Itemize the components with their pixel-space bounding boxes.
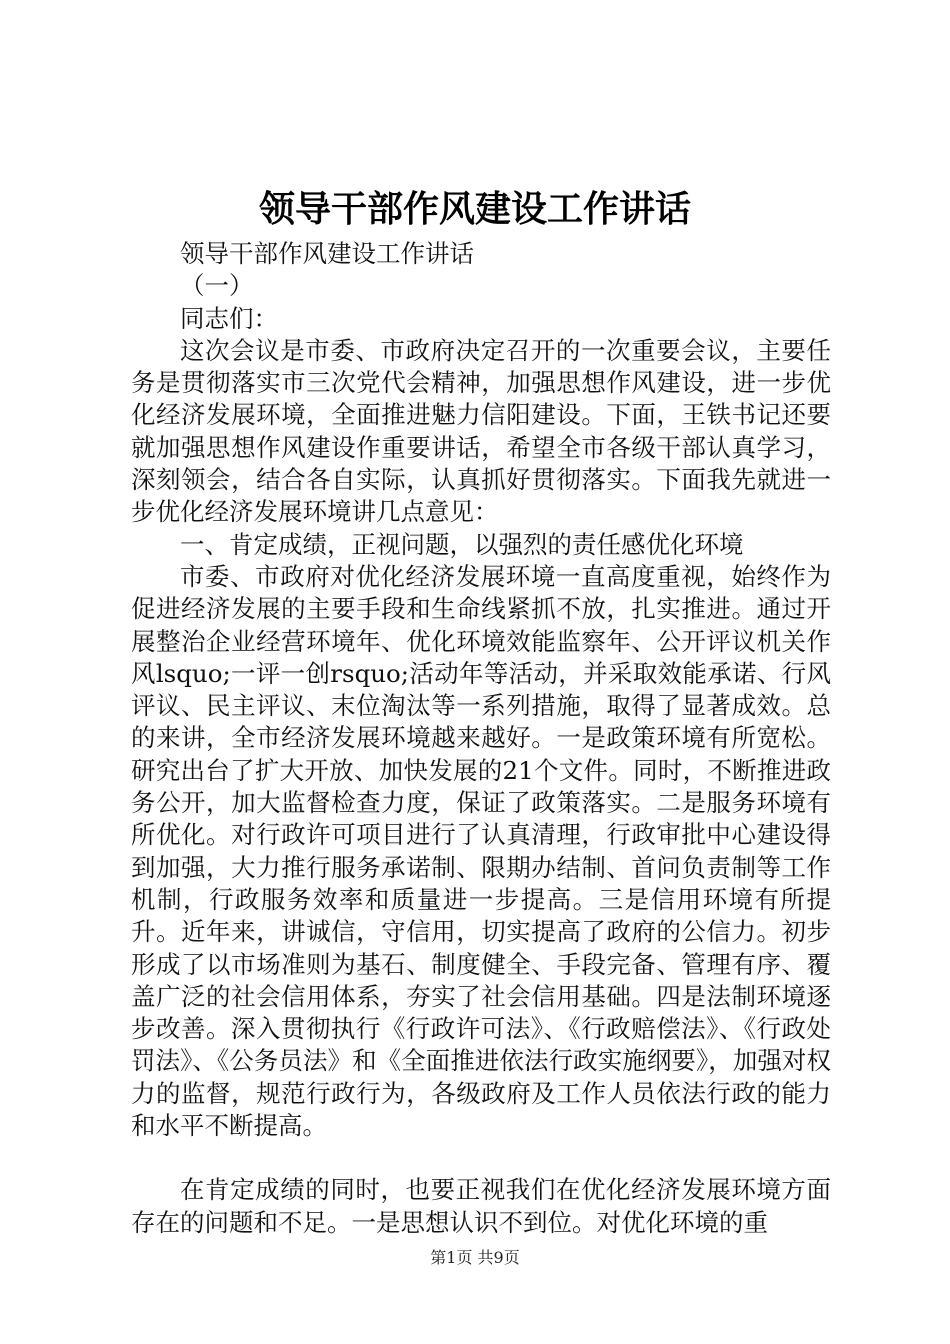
paragraph-subtitle: 领导干部作风建设工作讲话 [180,239,474,268]
paragraph-salutation: 同志们： [180,303,278,333]
paragraph-problems: 在肯定成绩的同时，也要正视我们在优化经济发展环境方面存在的问题和不足。一是思想认识不到位。对优化环境的重 [131,1175,831,1237]
document-body [131,238,831,1239]
page-footer: 第1页 共9页 [430,1248,520,1267]
document-title: 领导干部作风建设工作讲话 [258,188,691,230]
paragraph-section-number: （一） [180,271,254,301]
paragraph-intro: 这次会议是市委、市政府决定召开的一次重要会议，主要任务是贯彻落实市三次党代会精神，加强思想作风建设，进一步优化经济发展环境，全面推进魅力信阳建设。下面，王铁书记还要就加强思想作风建设作重要讲话，希望全市各级干部认真学习，深刻领会，结合各自实际，认真抓好贯彻落实。下面我先就进一步优化经济发展环境讲几点意见： [131,335,831,527]
paragraph-achievements: 市委、市政府对优化经济发展环境一直高度重视，始终作为促进经济发展的主要手段和生命线紧抓不放，扎实推进。通过开展整治企业经营环境年、优化环境效能监察年、公开评议机关作风lsquo;一评一创rsquo;活动年等活动，并采取效能承诺、行风评议、民主评议、末位淘汰等一系列措施，取得了显著成效。总的来讲，全市经济发展环境越来越好。一是政策环境有所宽松。研究出台了扩大开放、加快发展的21个文件。同时，不断推进政务公开，加大监督检查力度，保证了政策落实。二是服务环境有所优化。对行政许可项目进行了认真清理，行政审批中心建设得到加强，大力推行服务承诺制、限期办结制、首问负责制等工作机制，行政服务效率和质量进一步提高。三是信用环境有所提升。近年来，讲诚信，守信用，切实提高了政府的公信力。初步形成了以市场准则为基石、制度健全、手段完备、管理有序、覆盖广泛的社会信用体系，夯实了社会信用基础。四是法制环境逐步改善。深入贯彻执行《行政许可法》、《行政赔偿法》、《行政处罚法》、《公务员法》和《全面推进依法行政实施纲要》，加强对权力的监督，规范行政行为，各级政府及工作人员依法行政的能力和水平不断提高。 [131,561,831,1141]
paragraph-heading-one: 一、肯定成绩，正视问题，以强烈的责任感优化环境 [180,529,744,559]
